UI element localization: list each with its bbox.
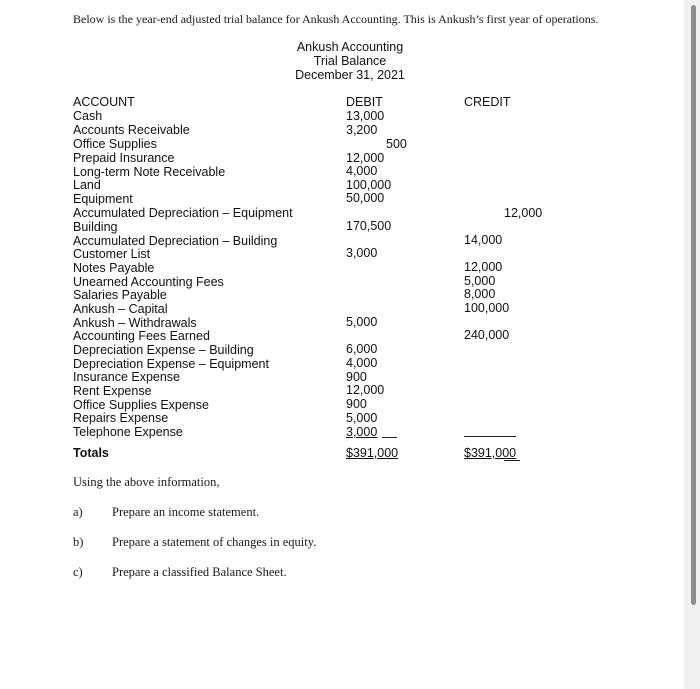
account-name: Depreciation Expense – Equipment [73,357,269,371]
account-name: Accounts Receivable [73,123,190,137]
totals-credit: $391,000 [464,446,517,460]
question-text: Prepare a statement of changes in equity. [112,535,317,549]
account-name: Notes Payable [73,261,155,275]
account-name: Salaries Payable [73,288,167,302]
company-name: Ankush Accounting [296,40,404,54]
credit-amount: 14,000 [464,233,503,247]
debit-amount: 3,000 [346,425,378,439]
credit-amount: 240,000 [464,328,510,342]
account-name: Equipment [73,192,133,206]
debit-amount: 500 [386,137,407,151]
totals-credit-underline [504,460,520,461]
account-name: Ankush – Capital [73,302,168,316]
debit-amount: 3,200 [346,123,378,137]
table-row [73,137,573,151]
debit-amount: 5,000 [346,411,378,425]
table-row [73,384,573,398]
table-row [73,288,573,302]
debit-amount: 4,000 [346,356,378,370]
question-text: Prepare a classified Balance Sheet. [112,565,287,579]
credit-underline [464,436,516,437]
debit-amount: 3,000 [346,246,378,260]
debit-amount: 170,500 [346,219,392,233]
debit-underline [382,437,397,438]
account-name: Depreciation Expense – Building [73,343,254,357]
debit-amount: 900 [346,397,367,411]
debit-amount: 12,000 [346,383,385,397]
account-name: Land [73,178,101,192]
intro-text: Below is the year-end adjusted trial balance for Ankush Accounting. This is Ankush’s first year of operations. [73,12,599,26]
debit-amount: 4,000 [346,164,378,178]
account-name: Accumulated Depreciation – Building [73,234,278,248]
credit-amount: 100,000 [464,301,510,315]
column-header-credit: CREDIT [464,95,511,109]
debit-amount: 5,000 [346,315,378,329]
debit-amount: 50,000 [346,191,385,205]
column-header-debit: DEBIT [346,95,383,109]
debit-amount: 12,000 [346,151,385,165]
statement-date: December 31, 2021 [295,68,405,82]
credit-amount: 5,000 [464,274,496,288]
account-name: Unearned Accounting Fees [73,275,224,289]
table-row [73,206,573,220]
table-row [73,398,573,412]
question-letter: b) [73,535,84,549]
table-row [73,109,573,123]
debit-amount: 6,000 [346,342,378,356]
table-row [73,411,573,425]
table-row [73,357,573,371]
table-row [73,151,573,165]
totals-label: Totals [73,446,109,460]
question-text: Prepare an income statement. [112,505,260,519]
debit-amount: 100,000 [346,178,392,192]
table-row [73,343,573,357]
table-row [73,165,573,179]
account-name: Telephone Expense [73,425,183,439]
table-row [73,247,573,261]
table-row [73,275,573,289]
table-row [73,123,573,137]
prompt-text: Using the above information, [73,475,220,489]
credit-amount: 12,000 [464,260,503,274]
table-row [73,370,573,384]
account-name: Customer List [73,247,151,261]
table-row [73,220,573,234]
statement-title: Trial Balance [313,54,387,68]
account-name: Long-term Note Receivable [73,165,226,179]
account-name: Building [73,220,118,234]
credit-amount: 12,000 [504,206,543,220]
table-row [73,178,573,192]
credit-amount: 8,000 [464,287,496,301]
account-name: Cash [73,109,103,123]
question-letter: c) [73,565,83,579]
question-letter: a) [73,505,83,519]
column-header-account: ACCOUNT [73,95,135,109]
account-name: Prepaid Insurance [73,151,175,165]
account-name: Ankush – Withdrawals [73,316,197,330]
account-name: Accumulated Depreciation – Equipment [73,206,293,220]
account-name: Office Supplies [73,137,157,151]
table-row [73,192,573,206]
account-name: Office Supplies Expense [73,398,209,412]
account-name: Repairs Expense [73,411,169,425]
debit-amount: 13,000 [346,109,385,123]
account-name: Rent Expense [73,384,152,398]
account-name: Insurance Expense [73,370,181,384]
account-name: Accounting Fees Earned [73,329,210,343]
totals-debit: $391,000 [346,446,399,460]
vertical-scrollbar[interactable] [691,5,696,605]
debit-amount: 900 [346,370,367,384]
